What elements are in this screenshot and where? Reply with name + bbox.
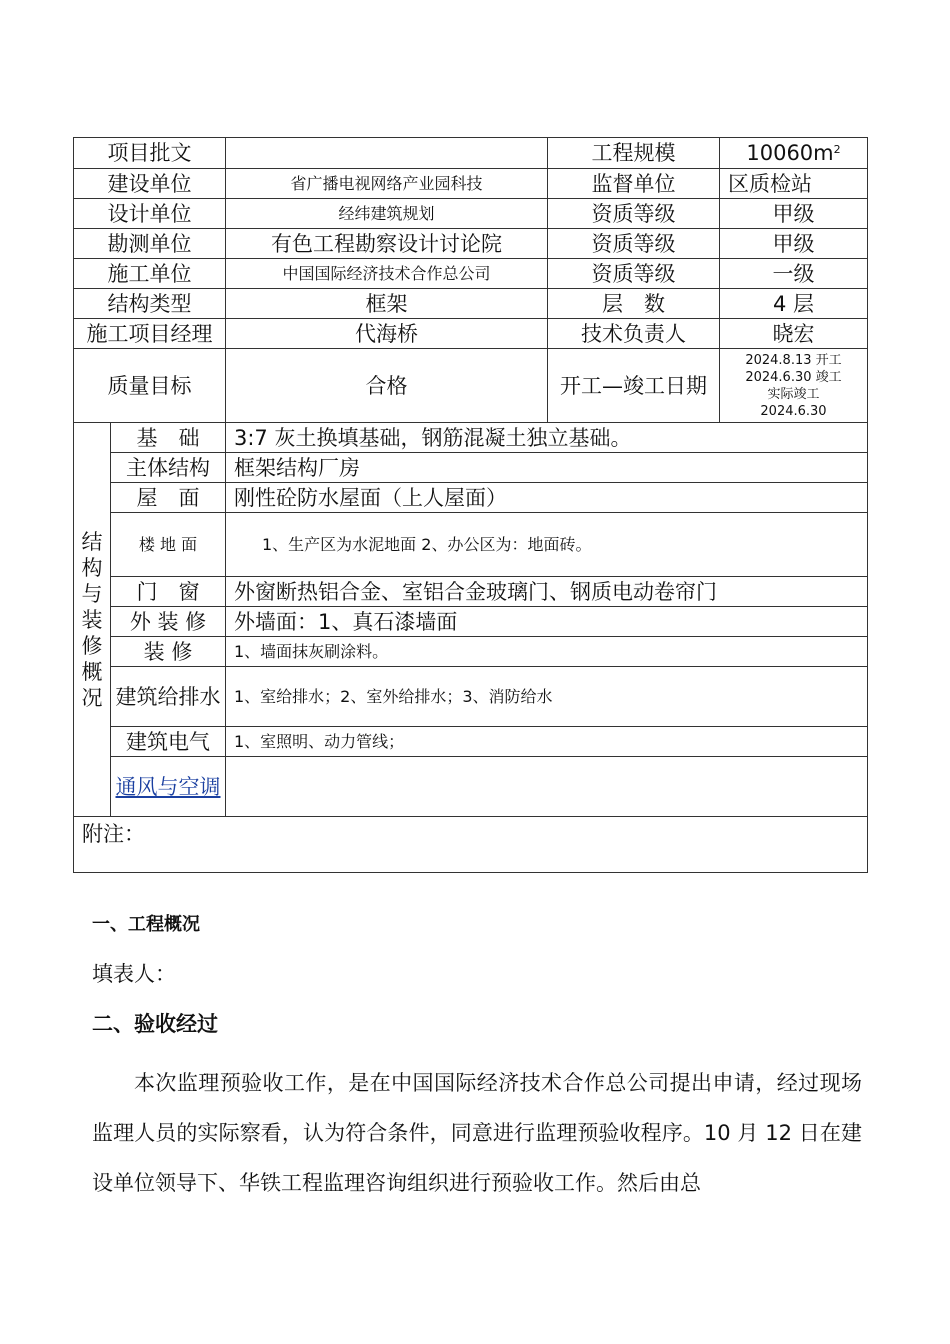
project-info-table bbox=[73, 137, 868, 873]
note-cell: 附注： bbox=[74, 817, 868, 873]
sub-label-electrical: 建筑电气 bbox=[111, 727, 226, 757]
section-label: 结 构 与 装 修 概 况 bbox=[74, 423, 111, 817]
section-heading-acceptance: 二、验收经过 bbox=[92, 1012, 218, 1036]
sub-value-main-structure: 框架结构厂房 bbox=[226, 453, 868, 483]
value-builder: 省广播电视网络产业园科技 bbox=[226, 169, 548, 199]
label-quality-target: 质量目标 bbox=[74, 349, 226, 423]
value-contractor: 中国国际经济技术合作总公司 bbox=[226, 259, 548, 289]
label-supervision: 监督单位 bbox=[548, 169, 720, 199]
label-survey: 勘测单位 bbox=[74, 229, 226, 259]
value-quality-target: 合格 bbox=[226, 349, 548, 423]
value-qualification-3: 一级 bbox=[720, 259, 868, 289]
sub-value-finish: 1、墙面抹灰刷涂料。 bbox=[226, 637, 868, 667]
section-heading-overview: 一、工程概况 bbox=[92, 914, 200, 935]
value-qualification-1: 甲级 bbox=[720, 199, 868, 229]
label-structure-type: 结构类型 bbox=[74, 289, 226, 319]
acceptance-paragraph: 本次监理预验收工作，是在中国国际经济技术合作总公司提出申请，经过现场监理人员的实际察看，认为符合条件，同意进行监理预验收程序。10 月 12 日在建设单位领导下、华铁工程监理咨询组织进行预验收工作。然后由总 bbox=[92, 1071, 862, 1195]
value-scale: $10060m^2$ bbox=[720, 138, 868, 169]
hvac-link[interactable]: 通风与空调 bbox=[115, 774, 221, 799]
sub-label-plumbing: 建筑给排水 bbox=[111, 667, 226, 727]
label-qualification-2: 资质等级 bbox=[548, 229, 720, 259]
sub-label-foundation: 基 础 bbox=[111, 423, 226, 453]
value-technical-lead: 晓宏 bbox=[720, 319, 868, 349]
value-supervision: 区质检站 bbox=[720, 169, 868, 199]
filler-label: 填表人： bbox=[92, 962, 176, 986]
value-approval bbox=[226, 138, 548, 169]
value-qualification-2: 甲级 bbox=[720, 229, 868, 259]
sub-value-exterior-finish: 外墙面：1、真石漆墙面 bbox=[226, 607, 868, 637]
sub-label-floor: 楼 地 面 bbox=[111, 513, 226, 577]
sub-value-plumbing: 1、室给排水；2、室外给排水；3、消防给水 bbox=[226, 667, 868, 727]
sub-value-electrical: 1、室照明、动力管线； bbox=[226, 727, 868, 757]
sub-value-foundation: 3:7 灰土换填基础，钢筋混凝土独立基础。 bbox=[226, 423, 868, 453]
label-floors: 层 数 bbox=[548, 289, 720, 319]
value-survey: 有色工程勘察设计讨论院 bbox=[226, 229, 548, 259]
label-builder: 建设单位 bbox=[74, 169, 226, 199]
label-designer: 设计单位 bbox=[74, 199, 226, 229]
value-project-manager: 代海桥 bbox=[226, 319, 548, 349]
label-project-manager: 施工项目经理 bbox=[74, 319, 226, 349]
label-contractor: 施工单位 bbox=[74, 259, 226, 289]
value-dates: 2024.8.13 开工 2024.6.30 竣工 实际竣工 2024.6.30 bbox=[720, 349, 868, 423]
value-floors: 4 层 bbox=[720, 289, 868, 319]
value-structure-type: 框架 bbox=[226, 289, 548, 319]
sub-label-main-structure: 主体结构 bbox=[111, 453, 226, 483]
sub-label-exterior-finish: 外 装 修 bbox=[111, 607, 226, 637]
sub-value-hvac bbox=[226, 757, 868, 817]
label-qualification-3: 资质等级 bbox=[548, 259, 720, 289]
sub-label-roof: 屋 面 bbox=[111, 483, 226, 513]
label-qualification-1: 资质等级 bbox=[548, 199, 720, 229]
label-approval: 项目批文 bbox=[74, 138, 226, 169]
label-technical-lead: 技术负责人 bbox=[548, 319, 720, 349]
sub-value-roof: 刚性砼防水屋面（上人屋面） bbox=[226, 483, 868, 513]
label-dates: 开工—竣工日期 bbox=[548, 349, 720, 423]
sub-label-hvac[interactable] bbox=[111, 757, 226, 817]
sub-label-finish: 装 修 bbox=[111, 637, 226, 667]
value-designer: 经纬建筑规划 bbox=[226, 199, 548, 229]
label-scale: 工程规模 bbox=[548, 138, 720, 169]
sub-value-doors-windows: 外窗断热铝合金、室铝合金玻璃门、钢质电动卷帘门 bbox=[226, 577, 868, 607]
sub-label-doors-windows: 门 窗 bbox=[111, 577, 226, 607]
sub-value-floor: 1、生产区为水泥地面 2、办公区为：地面砖。 bbox=[226, 513, 868, 577]
